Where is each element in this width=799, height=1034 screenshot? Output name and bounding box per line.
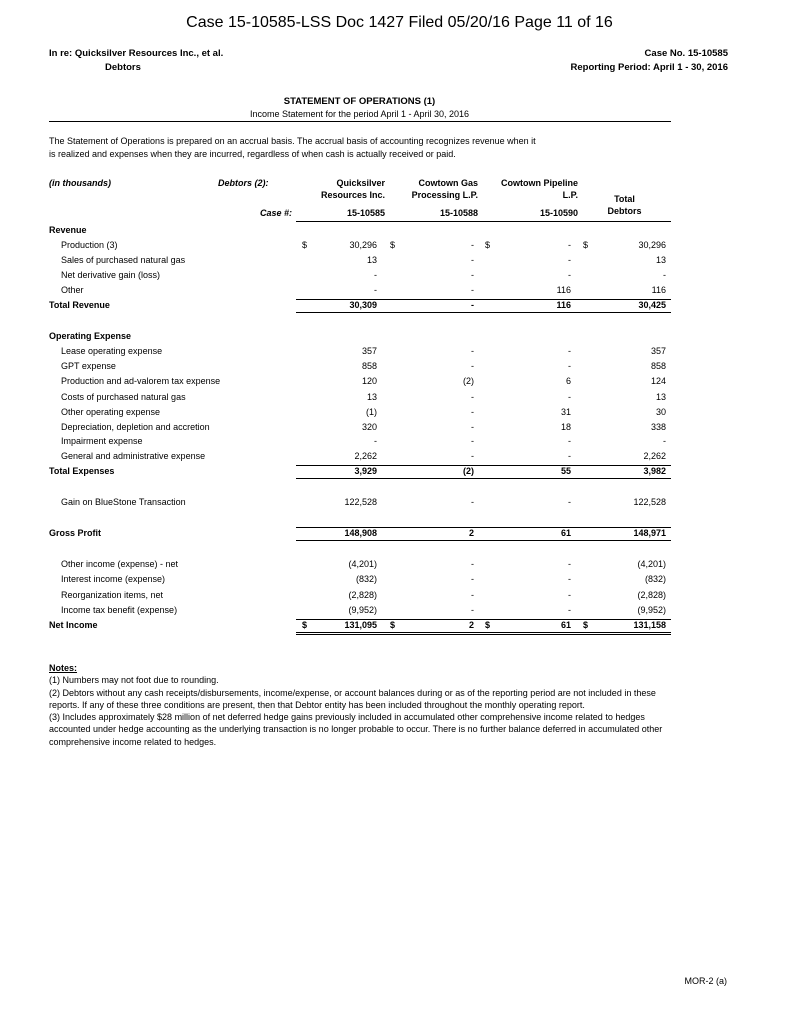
court-filing-header: Case 15-10585-LSS Doc 1427 Filed 05/20/16 Page 11 of 16 (186, 14, 613, 31)
col4-line1: Total (614, 194, 635, 204)
statement-title: STATEMENT OF OPERATIONS (1) (283, 96, 436, 107)
row-value: - (568, 436, 571, 446)
dollar-sign: $ (583, 620, 589, 630)
row-value: (2) (463, 466, 474, 476)
intro-line-2: is realized and expenses when they are incurred, regardless of when cash is actually received or paid. (49, 148, 456, 159)
row-label: Gross Profit (49, 528, 102, 538)
dollar-sign: $ (485, 620, 491, 630)
column-header-cowtown-gas (385, 178, 478, 201)
row-value: - (471, 361, 474, 371)
title-divider (49, 121, 671, 122)
row-label: Other income (expense) - net (61, 559, 179, 569)
row-label: Sales of purchased natural gas (61, 255, 186, 265)
row-label: Operating Expense (49, 331, 132, 341)
row-label: Total Revenue (49, 300, 110, 310)
row-label: General and administrative expense (61, 451, 206, 461)
row-label: Net derivative gain (loss) (61, 270, 161, 280)
row-value: - (568, 255, 571, 265)
row-value: (2,828) (637, 590, 666, 600)
row-value: 148,971 (633, 528, 666, 538)
row-value: 124 (650, 376, 666, 386)
column-header-cowtown-pipeline (478, 178, 578, 201)
row-value: (832) (355, 574, 377, 584)
row-value: 6 (565, 376, 571, 386)
row-label: Gain on BlueStone Transaction (61, 497, 186, 507)
column-header-quicksilver (292, 178, 385, 201)
row-label: GPT expense (61, 361, 116, 371)
row-value: 122,528 (633, 497, 666, 507)
row-value: (2,828) (348, 590, 377, 600)
row-value: 2,262 (354, 451, 377, 461)
row-label: Net Income (49, 620, 98, 630)
note-2: (2) Debtors without any cash receipts/disbursements, income/expense, or account balances during or as of the reporting period are not included in these reports. If any of these three conditions are present, then that Debtor entity has been included throughout the monthly operating report. (49, 687, 656, 710)
row-value: - (471, 590, 474, 600)
row-value: - (374, 436, 377, 446)
row-value: - (471, 605, 474, 615)
row-label: Other operating expense (61, 407, 161, 417)
row-label: Depreciation, depletion and accretion (61, 422, 210, 432)
case-number-cowtown-pipeline: 15-10590 (539, 208, 578, 218)
row-value: 116 (556, 300, 571, 310)
total-rule (296, 527, 671, 528)
row-value: 338 (650, 422, 666, 432)
row-value: - (663, 270, 666, 280)
col2-line1: Cowtown Gas (418, 178, 478, 188)
row-value: - (471, 240, 474, 250)
row-value: 858 (361, 361, 377, 371)
row-value: - (471, 285, 474, 295)
row-value: 30,425 (638, 300, 666, 310)
row-value: 2,262 (643, 451, 666, 461)
intro-paragraph (49, 135, 649, 160)
row-value: - (568, 346, 571, 356)
units-label: (in thousands) (49, 178, 111, 188)
case-caption: In re: Quicksilver Resources Inc., et al. (49, 48, 224, 59)
dollar-sign: $ (583, 240, 589, 250)
header-underline (296, 221, 671, 222)
total-rule (296, 465, 671, 466)
row-value: 858 (650, 361, 666, 371)
row-value: 13 (366, 255, 377, 265)
row-value: 3,929 (354, 466, 377, 476)
row-label: Production and ad-valorem tax expense (61, 376, 221, 386)
row-value: 61 (560, 528, 571, 538)
row-label: Impairment expense (61, 436, 143, 446)
row-value: - (568, 590, 571, 600)
total-underline (296, 632, 671, 635)
row-value: 120 (361, 376, 377, 386)
row-value: - (471, 346, 474, 356)
row-value: 61 (560, 620, 571, 630)
row-label: Production (3) (61, 240, 118, 250)
debtors-label: Debtors (2): (218, 178, 269, 188)
row-label: Lease operating expense (61, 346, 163, 356)
row-value: 30 (655, 407, 666, 417)
row-value: 148,908 (344, 528, 377, 538)
col1-line2: Resources Inc. (320, 189, 385, 200)
row-value: - (568, 361, 571, 371)
row-label: Costs of purchased natural gas (61, 392, 186, 402)
row-label: Revenue (49, 225, 87, 235)
total-underline (296, 478, 671, 479)
row-value: 320 (361, 422, 377, 432)
col3-line2: L.P. (562, 189, 578, 200)
notes-title: Notes: (49, 663, 78, 673)
debtors-caption: Debtors (105, 62, 141, 73)
row-value: - (568, 451, 571, 461)
row-value: - (471, 392, 474, 402)
row-value: - (568, 240, 571, 250)
row-value: - (471, 574, 474, 584)
row-value: 18 (560, 422, 571, 432)
row-value: 2 (468, 528, 474, 538)
row-value: - (568, 392, 571, 402)
row-value: 13 (655, 255, 666, 265)
row-value: 30,309 (349, 300, 377, 310)
row-value: 30,296 (349, 240, 377, 250)
row-value: - (568, 574, 571, 584)
row-value: (1) (366, 407, 377, 417)
case-number-quicksilver: 15-10585 (346, 208, 385, 218)
dollar-sign: $ (390, 240, 396, 250)
note-1: (1) Numbers may not foot due to rounding. (49, 675, 219, 686)
row-value: 116 (556, 285, 571, 295)
row-value: (9,952) (348, 605, 377, 615)
col3-line1: Cowtown Pipeline (500, 178, 578, 188)
row-value: 131,095 (344, 620, 377, 630)
row-value: 3,982 (643, 466, 666, 476)
row-value: 2 (468, 620, 474, 630)
row-value: - (663, 436, 666, 446)
column-header-total (578, 194, 671, 217)
row-label: Interest income (expense) (61, 574, 166, 584)
row-value: - (374, 270, 377, 280)
statement-subtitle: Income Statement for the period April 1 - April 30, 2016 (249, 109, 470, 119)
row-value: - (471, 497, 474, 507)
col4-line2: Debtors (607, 205, 642, 216)
total-underline (296, 312, 671, 313)
row-value: 30,296 (638, 240, 666, 250)
note-3: (3) Includes approximately $28 million of net deferred hedge gains previously included in accumulated other comprehensive income related to hedges accounted under hedge accounting as the underlying transaction is no longer probable to occur. There is no further balance deferred in accumulated other comprehensive income related to hedges. (49, 712, 663, 747)
intro-line-1: The Statement of Operations is prepared on an accrual basis. The accrual basis of accounting recognizes revenue when it (49, 136, 536, 146)
col1-line1: Quicksilver (336, 178, 385, 188)
dollar-sign: $ (485, 240, 491, 250)
row-value: - (471, 559, 474, 569)
row-value: - (471, 422, 474, 432)
total-rule (296, 619, 671, 620)
row-value: (9,952) (637, 605, 666, 615)
row-label: Income tax benefit (expense) (61, 605, 178, 615)
row-value: - (374, 285, 377, 295)
total-rule (296, 299, 671, 300)
row-value: 122,528 (344, 497, 377, 507)
reporting-period: Reporting Period: April 1 - 30, 2016 (570, 62, 728, 73)
row-value: - (471, 436, 474, 446)
row-value: - (471, 255, 474, 265)
total-underline (296, 540, 671, 541)
row-value: 131,158 (633, 620, 666, 630)
row-value: 13 (366, 392, 377, 402)
case-number: Case No. 15-10585 (644, 48, 728, 59)
row-value: - (471, 270, 474, 280)
row-label: Reorganization items, net (61, 590, 164, 600)
dollar-sign: $ (302, 240, 308, 250)
row-value: - (568, 605, 571, 615)
col2-line2: Processing L.P. (411, 189, 478, 200)
row-value: 13 (655, 392, 666, 402)
dollar-sign: $ (302, 620, 308, 630)
row-value: - (568, 270, 571, 280)
row-value: 55 (560, 466, 571, 476)
row-value: 357 (650, 346, 666, 356)
row-value: (2) (463, 376, 474, 386)
row-label: Other (61, 285, 84, 295)
row-value: - (568, 497, 571, 507)
row-value: - (471, 407, 474, 417)
dollar-sign: $ (390, 620, 396, 630)
row-value: (832) (644, 574, 666, 584)
page-footer-form-id: MOR-2 (a) (684, 976, 727, 986)
row-label: Total Expenses (49, 466, 115, 476)
case-number-label: Case #: (259, 208, 292, 218)
row-value: 116 (651, 285, 666, 295)
row-value: 357 (361, 346, 377, 356)
notes-section (49, 662, 671, 748)
row-value: 31 (560, 407, 571, 417)
row-value: (4,201) (637, 559, 666, 569)
case-number-cowtown-gas: 15-10588 (439, 208, 478, 218)
row-value: - (568, 559, 571, 569)
row-value: - (471, 300, 474, 310)
row-value: - (471, 451, 474, 461)
row-value: (4,201) (348, 559, 377, 569)
